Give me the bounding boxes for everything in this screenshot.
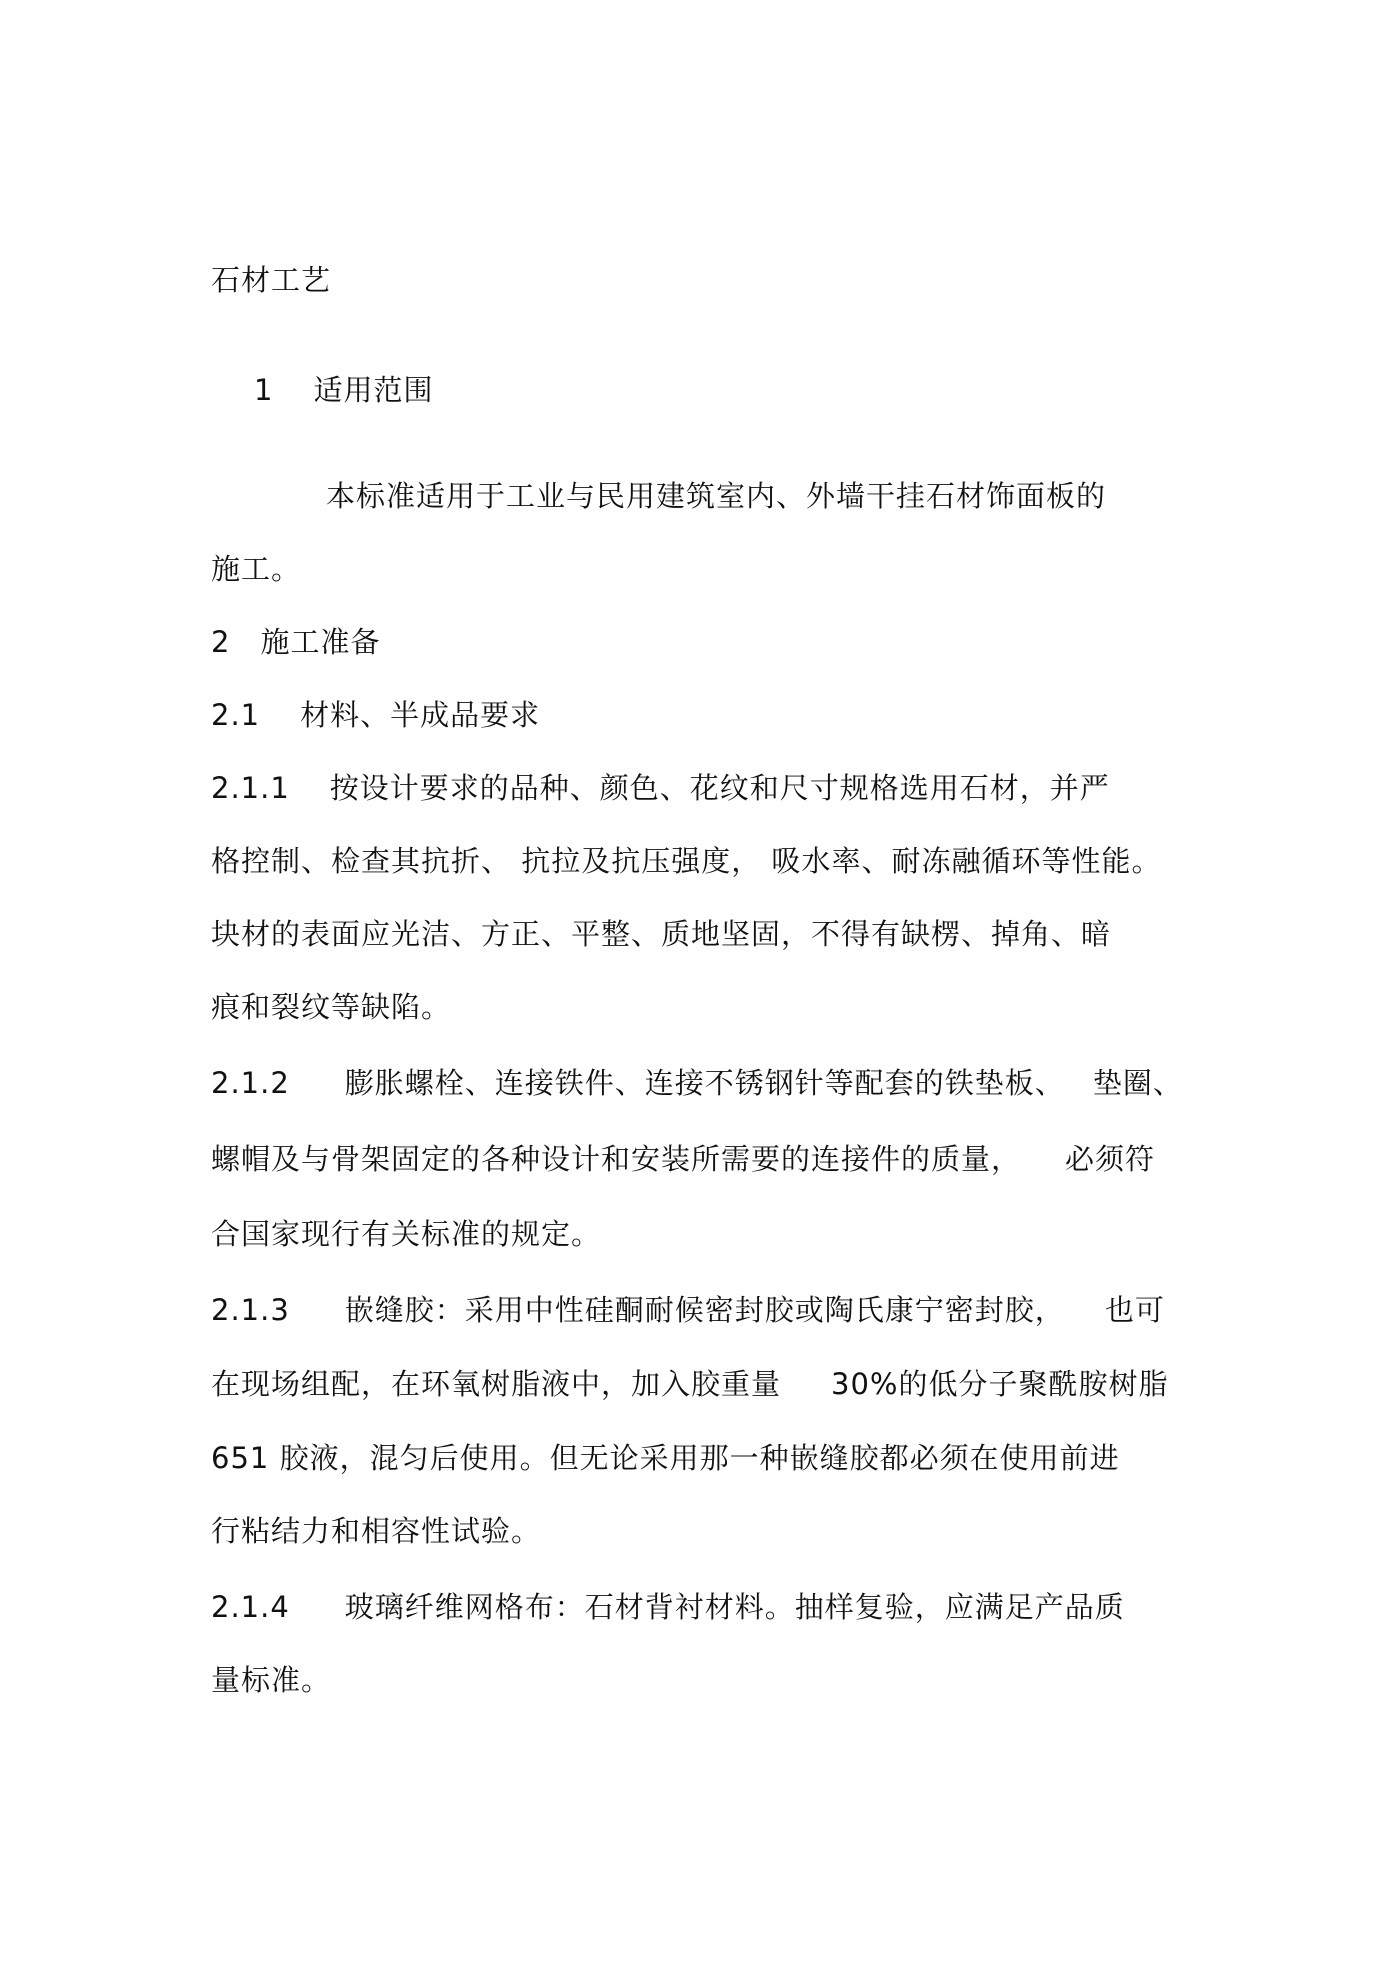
paragraph-line: 本标准适用于工业与民用建筑室内、外墙干挂石材饰面板的 — [326, 479, 1107, 513]
item-2-1-3-line: 2.1.3 嵌缝胶：采用中性硅酮耐候密封胶或陶氏康宁密封胶， 也可 — [211, 1293, 1165, 1327]
paragraph-line: 块材的表面应光洁、方正、平整、质地坚固，不得有缺楞、掉角、暗 — [211, 917, 1112, 951]
section-title: 适用范围 — [313, 373, 434, 407]
item-number: 2.1.3 — [211, 1293, 290, 1327]
section-number: 2.1 — [211, 698, 261, 732]
section-2-1-heading — [211, 697, 540, 733]
paragraph-line: 量标准。 — [211, 1663, 332, 1697]
paragraph-line: 施工。 — [211, 552, 302, 586]
section-title: 施工准备 — [260, 625, 381, 659]
section-number: 1 — [254, 373, 274, 407]
paragraph-line: 格控制、检查其抗折、 抗拉及抗压强度， 吸水率、耐冻融循环等性能。 — [211, 844, 1162, 878]
paragraph-line: 痕和裂纹等缺陷。 — [211, 990, 452, 1024]
item-2-1-1-line: 2.1.1 按设计要求的品种、颜色、花纹和尺寸规格选用石材，并严 — [211, 771, 1110, 805]
item-number: 2.1.1 — [211, 771, 290, 805]
section-title: 材料、半成品要求 — [300, 698, 541, 732]
section-1-heading — [254, 372, 433, 408]
section-number: 2 — [211, 625, 231, 659]
item-number: 2.1.4 — [211, 1590, 290, 1624]
paragraph-line: 在现场组配，在环氧树脂液中，加入胶重量 30%的低分子聚酰胺树脂 — [211, 1367, 1169, 1401]
item-2-1-2-line: 2.1.2 膨胀螺栓、连接铁件、连接不锈钢针等配套的铁垫板、 垫圈、 — [211, 1066, 1183, 1100]
paragraph-line: 651 胶液，混匀后使用。但无论采用那一种嵌缝胶都必须在使用前进 — [211, 1441, 1120, 1475]
item-2-1-4-line: 2.1.4 玻璃纤维网格布：石材背衬材料。抽样复验，应满足产品质 — [211, 1590, 1125, 1624]
paragraph-line: 合国家现行有关标准的规定。 — [211, 1217, 602, 1251]
document-title: 石材工艺 — [211, 263, 332, 297]
section-2-heading — [211, 624, 380, 660]
item-number: 2.1.2 — [211, 1066, 290, 1100]
paragraph-line: 螺帽及与骨架固定的各种设计和安装所需要的连接件的质量， 必须符 — [211, 1142, 1156, 1176]
paragraph-line: 行粘结力和相容性试验。 — [211, 1514, 542, 1548]
